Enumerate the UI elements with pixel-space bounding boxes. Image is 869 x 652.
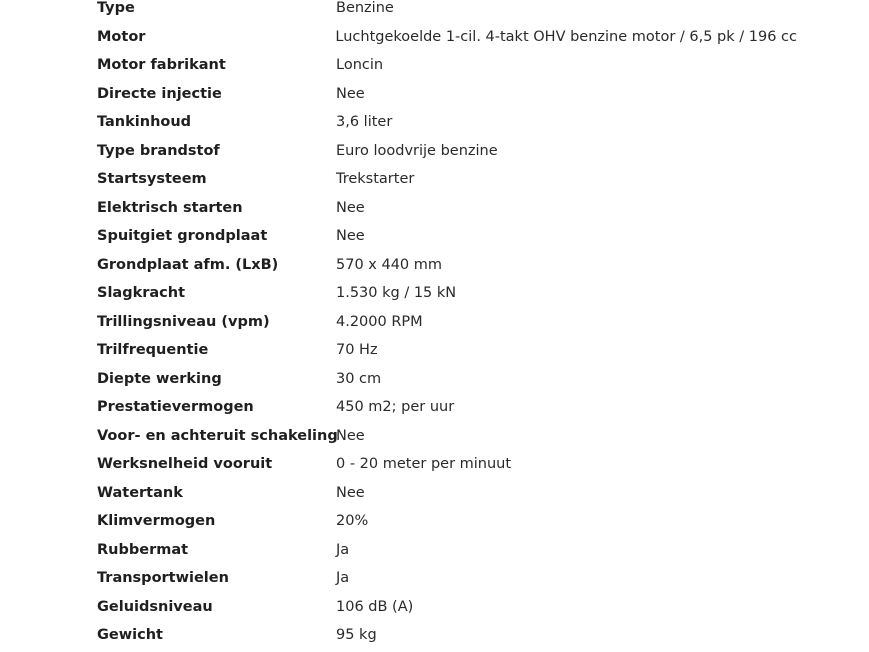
spec-value: 95 kg xyxy=(336,627,377,644)
spec-label: Trilfrequentie xyxy=(97,342,209,359)
spec-label: Klimvermogen xyxy=(97,513,216,530)
spec-value: Ja xyxy=(336,570,350,587)
spec-label: Slagkracht xyxy=(97,285,186,302)
spec-label: Startsysteem xyxy=(97,171,207,188)
spec-value: 106 dB (A) xyxy=(336,598,414,615)
spec-value: 1.530 kg / 15 kN xyxy=(336,285,457,302)
spec-label: Directe injectie xyxy=(97,85,222,102)
spec-row-spuitgiet-grondplaat xyxy=(97,222,797,251)
spec-label: Voor- en achteruit schakeling xyxy=(97,427,338,444)
spec-row-rubbermat xyxy=(97,536,797,565)
spec-value: 450 m2; per uur xyxy=(336,399,455,416)
spec-value: Nee xyxy=(336,484,365,501)
spec-row-trillingsniveau xyxy=(97,308,797,337)
spec-row-transportwielen xyxy=(97,564,797,593)
spec-row-trilfrequentie xyxy=(97,336,797,365)
spec-value: Nee xyxy=(336,85,365,102)
spec-row-startsysteem xyxy=(97,165,797,194)
spec-value: 4.2000 RPM xyxy=(336,313,423,330)
spec-value: 0 - 20 meter per minuut xyxy=(336,456,512,473)
spec-label: Trillingsniveau (vpm) xyxy=(97,313,270,330)
spec-value: Benzine xyxy=(336,0,394,17)
spec-row-tankinhoud xyxy=(97,108,797,137)
spec-row-directe-injectie xyxy=(97,80,797,109)
spec-row-geluidsniveau xyxy=(97,593,797,622)
spec-label: Type brandstof xyxy=(97,142,220,159)
spec-value: Euro loodvrije benzine xyxy=(336,142,498,159)
spec-row-elektrisch-starten xyxy=(97,194,797,223)
spec-label: Grondplaat afm. (LxB) xyxy=(97,256,279,273)
spec-table xyxy=(97,0,797,650)
spec-label: Werksnelheid vooruit xyxy=(97,456,273,473)
spec-label: Watertank xyxy=(97,484,183,501)
spec-value: 30 cm xyxy=(336,370,382,387)
spec-row-werksnelheid-vooruit xyxy=(97,450,797,479)
spec-label: Motor fabrikant xyxy=(97,57,226,74)
spec-row-voor-achteruit-schakeling xyxy=(97,422,797,451)
spec-value: Nee xyxy=(336,427,365,444)
spec-value: 70 Hz xyxy=(336,342,378,359)
spec-value: Ja xyxy=(336,541,350,558)
spec-label: Prestatievermogen xyxy=(97,399,254,416)
spec-row-watertank xyxy=(97,479,797,508)
spec-value: Luchtgekoelde 1-cil. 4-takt OHV benzine motor / 6,5 pk / 196 cc xyxy=(335,28,797,45)
spec-row-klimvermogen xyxy=(97,507,797,536)
spec-value: 570 x 440 mm xyxy=(336,256,443,273)
spec-label: Tankinhoud xyxy=(97,114,192,131)
spec-row-motor xyxy=(97,23,797,52)
spec-label: Diepte werking xyxy=(97,370,222,387)
spec-row-type xyxy=(97,0,797,23)
spec-label: Elektrisch starten xyxy=(97,199,243,216)
spec-label: Spuitgiet grondplaat xyxy=(97,228,268,245)
spec-row-motor-fabrikant xyxy=(97,51,797,80)
spec-value: Nee xyxy=(336,199,365,216)
spec-label: Motor xyxy=(97,28,146,45)
spec-label: Rubbermat xyxy=(97,541,189,558)
spec-row-diepte-werking xyxy=(97,365,797,394)
spec-value: Nee xyxy=(336,228,365,245)
spec-row-type-brandstof xyxy=(97,137,797,166)
spec-row-prestatievermogen xyxy=(97,393,797,422)
spec-value: 20% xyxy=(336,513,369,530)
spec-row-grondplaat-afm xyxy=(97,251,797,280)
spec-label: Type xyxy=(97,0,135,17)
spec-label: Gewicht xyxy=(97,627,163,644)
spec-value: Loncin xyxy=(336,57,384,74)
spec-label: Transportwielen xyxy=(97,570,229,587)
spec-row-slagkracht xyxy=(97,279,797,308)
spec-value: Trekstarter xyxy=(336,171,415,188)
spec-row-gewicht xyxy=(97,621,797,650)
spec-label: Geluidsniveau xyxy=(97,598,213,615)
spec-value: 3,6 liter xyxy=(336,114,393,131)
